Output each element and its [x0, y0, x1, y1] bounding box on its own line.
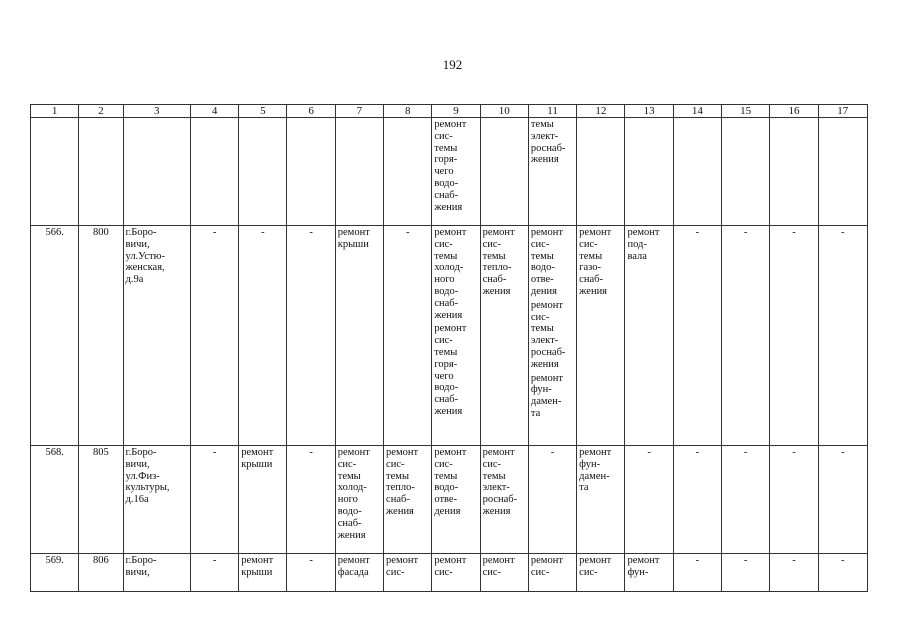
work-item: ремонт сис- темы горя- чего водо- снаб- жения — [434, 323, 467, 417]
col-header: 15 — [722, 105, 770, 118]
table-row — [31, 446, 868, 554]
work-items-cell — [480, 554, 528, 592]
work-item: ремонт под- вала — [627, 227, 660, 262]
work-items-cell — [335, 446, 383, 554]
empty-cell — [335, 118, 383, 226]
col-header: 8 — [384, 105, 432, 118]
work-item: ремонт сис- — [482, 555, 515, 578]
col-header: 6 — [287, 105, 335, 118]
dash-cell: - — [287, 446, 335, 554]
col-header: 13 — [625, 105, 673, 118]
address-cell — [123, 118, 190, 226]
work-items-cell — [432, 118, 480, 226]
dash-cell: - — [384, 226, 432, 446]
table-row — [31, 118, 868, 226]
house-id-cell: 805 — [79, 446, 123, 554]
work-items-cell — [432, 226, 480, 446]
work-item: ремонт сис- темы тепло- снаб- жения — [386, 447, 419, 517]
col-header: 12 — [577, 105, 625, 118]
empty-cell — [384, 118, 432, 226]
dash-cell: - — [770, 226, 818, 446]
col-header: 5 — [239, 105, 287, 118]
empty-cell — [818, 118, 867, 226]
table-row — [31, 554, 868, 592]
work-item: ремонт сис- темы элект- роснаб- жения — [530, 299, 566, 370]
work-items-cell — [335, 554, 383, 592]
work-items-cell — [625, 226, 673, 446]
dash-cell: - — [722, 446, 770, 554]
dash-cell: - — [673, 446, 721, 554]
dash-cell: - — [190, 554, 238, 592]
dash-cell: - — [818, 554, 867, 592]
empty-cell — [625, 118, 673, 226]
col-header: 4 — [190, 105, 238, 118]
col-header: 17 — [818, 105, 867, 118]
work-item: ремонт сис- темы элект- роснаб- жения — [482, 447, 518, 517]
dash-cell: - — [625, 446, 673, 554]
empty-cell — [770, 118, 818, 226]
work-items-cell — [335, 226, 383, 446]
work-items-cell — [625, 554, 673, 592]
work-item: ремонт крыши — [241, 447, 274, 470]
work-item: ремонт фун- — [627, 555, 660, 578]
dash-cell: - — [190, 226, 238, 446]
col-header: 2 — [79, 105, 123, 118]
dash-cell: - — [770, 446, 818, 554]
row-number-cell: 569. — [31, 554, 79, 592]
work-item: ремонт крыши — [337, 227, 370, 250]
work-item: ремонт сис- темы холод- ного водо- снаб- жения — [337, 447, 370, 541]
col-header: 11 — [528, 105, 576, 118]
work-items-cell — [384, 554, 432, 592]
column-number-row — [31, 105, 868, 118]
dash-cell: - — [722, 554, 770, 592]
address-cell: г.Боро- вичи, ул.Устю- женская, д.9а — [123, 226, 190, 446]
house-id-cell: 806 — [79, 554, 123, 592]
col-header: 10 — [480, 105, 528, 118]
house-id-cell — [79, 118, 123, 226]
work-items-cell — [384, 446, 432, 554]
row-number-cell: 566. — [31, 226, 79, 446]
dash-cell: - — [818, 446, 867, 554]
house-id-cell: 800 — [79, 226, 123, 446]
dash-cell: - — [673, 226, 721, 446]
work-item: ремонт сис- темы водо- отве- дения — [434, 447, 467, 517]
work-item: ремонт сис- — [579, 555, 612, 578]
address-cell: г.Боро- вичи, ул.Физ- культуры, д.16а — [123, 446, 190, 554]
dash-cell: - — [770, 554, 818, 592]
dash-cell: - — [818, 226, 867, 446]
work-item: ремонт сис- темы тепло- снаб- жения — [482, 227, 515, 297]
work-item: ремонт фасада — [337, 555, 370, 578]
work-item: ремонт сис- темы газо- снаб- жения — [579, 227, 612, 297]
work-items-cell — [432, 554, 480, 592]
address-cell: г.Боро- вичи, — [123, 554, 190, 592]
work-items-cell — [239, 554, 287, 592]
work-items-cell — [577, 446, 625, 554]
col-header: 16 — [770, 105, 818, 118]
work-item: ремонт фун- дамен- та — [530, 372, 563, 419]
empty-cell — [577, 118, 625, 226]
work-items-cell — [239, 446, 287, 554]
work-items-cell — [480, 446, 528, 554]
work-item: ремонт сис- темы горя- чего водо- снаб- жения — [434, 119, 467, 213]
work-items-cell — [577, 554, 625, 592]
dash-cell: - — [287, 226, 335, 446]
work-items-cell — [528, 554, 576, 592]
work-item: ремонт сис- — [434, 555, 467, 578]
col-header: 9 — [432, 105, 480, 118]
work-item: ремонт сис- — [386, 555, 419, 578]
dash-cell: - — [673, 554, 721, 592]
col-header: 7 — [335, 105, 383, 118]
empty-cell — [722, 118, 770, 226]
work-items-cell — [528, 118, 576, 226]
page-number: 192 — [442, 57, 463, 72]
work-item: ремонт сис- темы водо- отве- дения — [530, 227, 563, 297]
work-items-cell — [480, 226, 528, 446]
work-items-cell — [528, 226, 576, 446]
work-item: ремонт сис- — [530, 555, 563, 578]
col-header: 1 — [31, 105, 79, 118]
work-items-cell — [432, 446, 480, 554]
empty-cell — [287, 118, 335, 226]
empty-cell — [239, 118, 287, 226]
empty-cell — [190, 118, 238, 226]
row-number-cell — [31, 118, 79, 226]
row-number-cell: 568. — [31, 446, 79, 554]
empty-cell — [480, 118, 528, 226]
work-item: темы элект- роснаб- жения — [530, 119, 566, 166]
work-item: ремонт фун- дамен- та — [579, 447, 612, 494]
dash-cell: - — [239, 226, 287, 446]
work-item: ремонт сис- темы холод- ного водо- снаб- жения — [434, 227, 467, 321]
dash-cell: - — [722, 226, 770, 446]
repair-schedule-table — [30, 104, 868, 592]
table-row — [31, 226, 868, 446]
work-item: ремонт крыши — [241, 555, 274, 578]
col-header: 3 — [123, 105, 190, 118]
col-header: 14 — [673, 105, 721, 118]
dash-cell: - — [287, 554, 335, 592]
empty-cell — [673, 118, 721, 226]
dash-cell: - — [528, 446, 576, 554]
work-items-cell — [577, 226, 625, 446]
dash-cell: - — [190, 446, 238, 554]
